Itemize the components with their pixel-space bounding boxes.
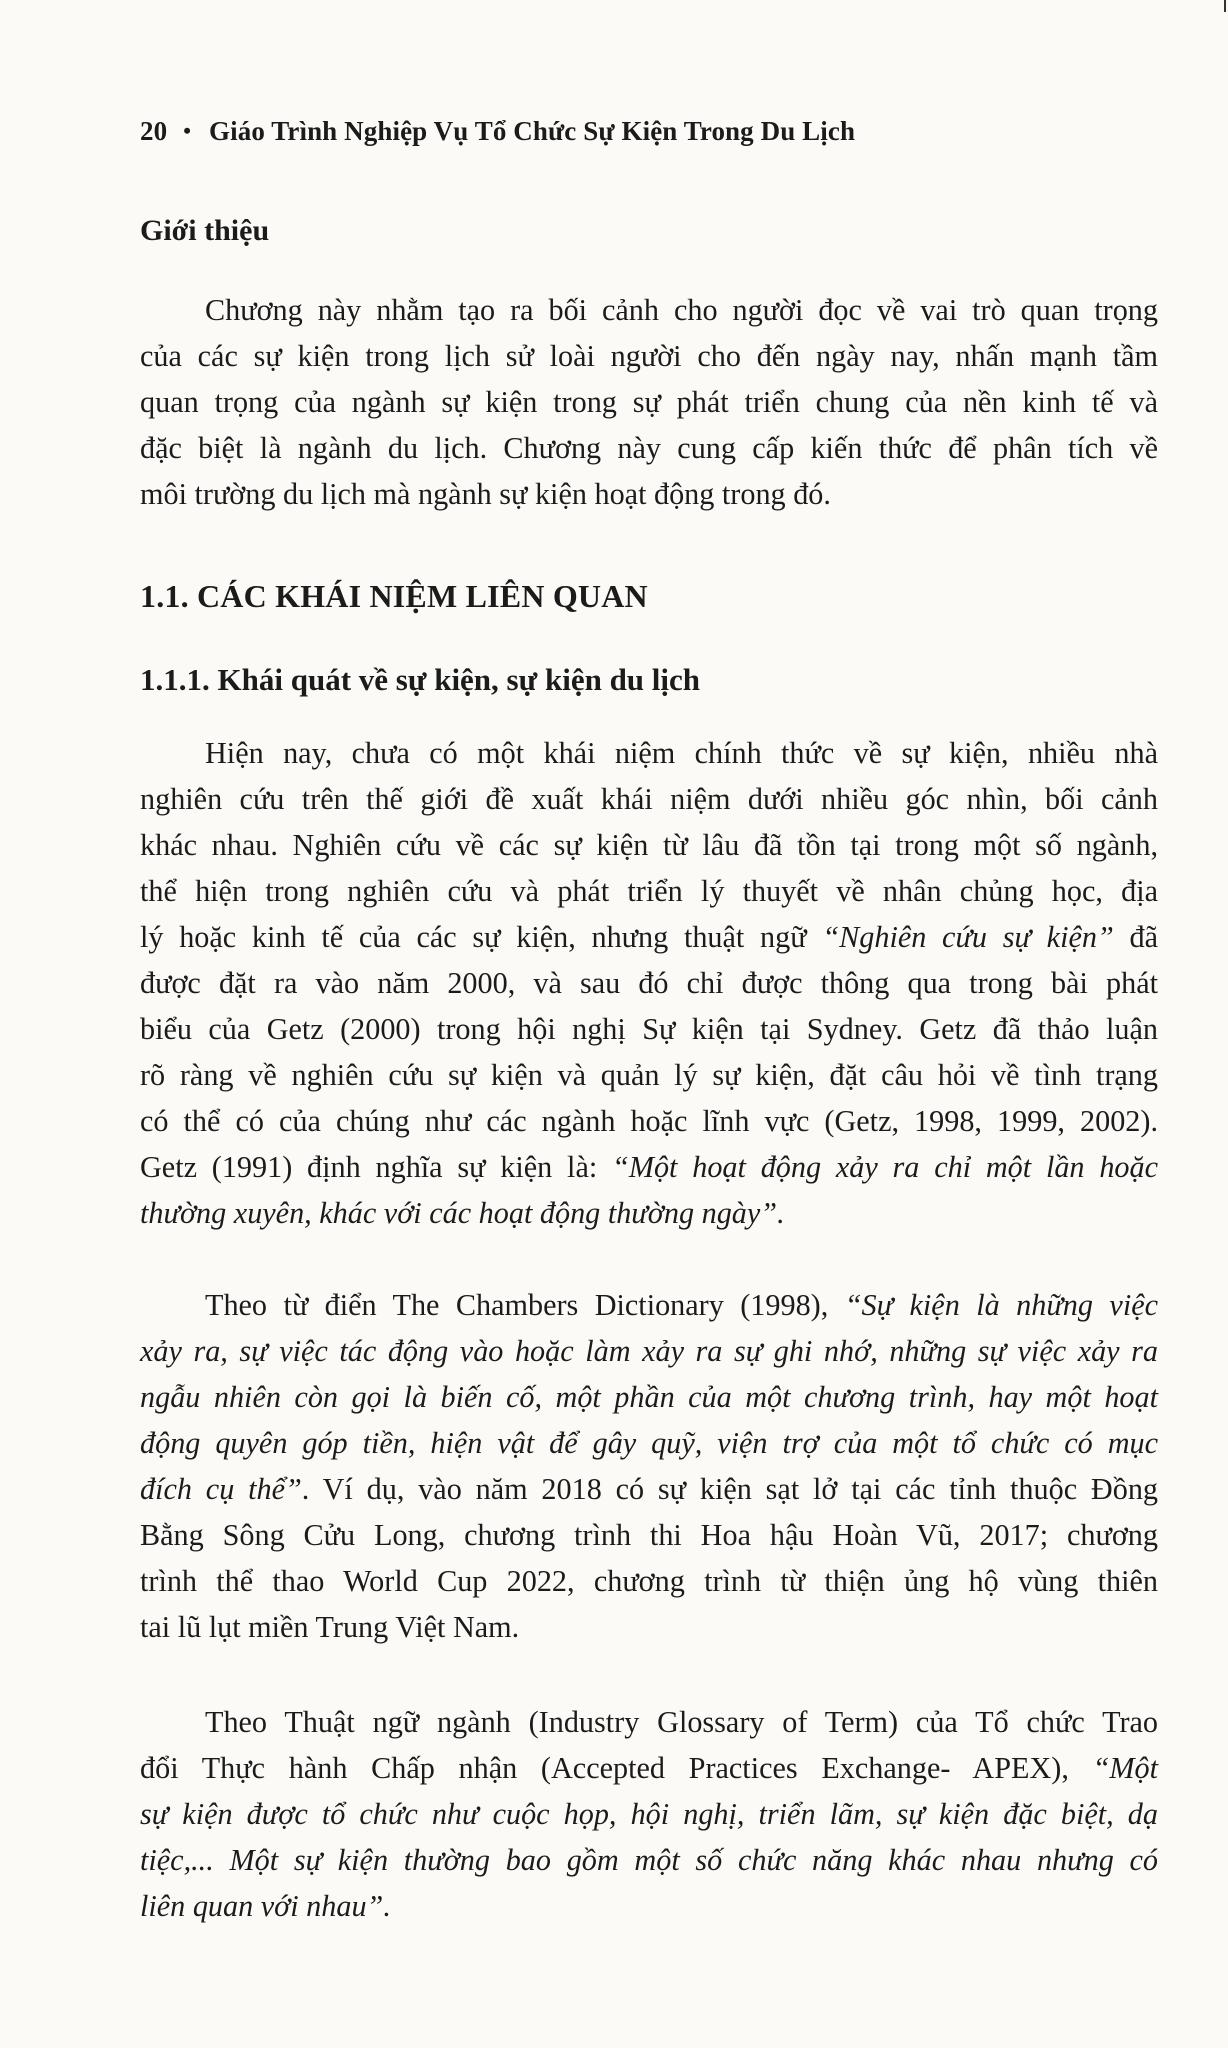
text-run: . Ví dụ, vào năm 2018 có sự kiện sạt lở tại các tỉnh thuộc Đồng <box>301 1472 1159 1506</box>
paragraph-line: Bằng Sông Cửu Long, chương trình thi Hoa hậu Hoàn Vũ, 2017; chương <box>140 1518 1158 1552</box>
paragraph-line <box>140 1282 1158 1328</box>
text-run: lý hoặc kinh tế của các sự kiện, nhưng thuật ngữ <box>140 920 823 954</box>
paragraph-line <box>140 1420 1158 1466</box>
italic-quote: liên quan với nhau”. <box>140 1889 391 1923</box>
paragraph-line <box>140 1328 1158 1374</box>
paragraph-line: Theo Thuật ngữ ngành (Industry Glossary of Term) của Tổ chức Trao <box>205 1705 1158 1739</box>
text-run: đã <box>1113 920 1158 954</box>
paragraph-line <box>140 1374 1158 1420</box>
italic-quote: ngẫu nhiên còn gọi là biến cố, một phần của một chương trình, hay một hoạt <box>140 1380 1158 1414</box>
paragraph-line <box>140 1791 1158 1837</box>
page-edge-mark <box>1224 0 1226 12</box>
paragraph-line: quan trọng của ngành sự kiện trong sự phát triển chung của nền kinh tế và <box>140 385 1158 419</box>
paragraph-line: trình thể thao World Cup 2022, chương trình từ thiện ủng hộ vùng thiên <box>140 1564 1158 1598</box>
paragraph-line: có thể có của chúng như các ngành hoặc lĩnh vực (Getz, 1998, 1999, 2002). <box>140 1104 1158 1138</box>
italic-term: “Nghiên cứu sự kiện” <box>822 920 1114 954</box>
text-run: đổi Thực hành Chấp nhận (Accepted Practices Exchange- APEX), <box>140 1751 1093 1785</box>
paragraph-line: biểu của Getz (2000) trong hội nghị Sự kiện tại Sydney. Getz đã thảo luận <box>140 1012 1158 1046</box>
definition-paragraph-1 <box>140 730 1158 1236</box>
book-title: Giáo Trình Nghiệp Vụ Tổ Chức Sự Kiện Trong Du Lịch <box>209 116 856 146</box>
running-head-bullet: • <box>183 118 192 143</box>
paragraph-line: của các sự kiện trong lịch sử loài người cho đến ngày nay, nhấn mạnh tầm <box>140 339 1158 373</box>
definition-paragraph-2 <box>140 1282 1158 1650</box>
paragraph-line: tai lũ lụt miền Trung Việt Nam. <box>140 1610 520 1644</box>
italic-quote: xảy ra, sự việc tác động vào hoặc làm xảy ra sự ghi nhớ, những sự việc xảy ra <box>140 1334 1158 1368</box>
paragraph-line: Chương này nhằm tạo ra bối cảnh cho người đọc về vai trò quan trọng <box>205 293 1158 327</box>
paragraph-line <box>140 1883 1158 1929</box>
paragraph-line <box>140 1837 1158 1883</box>
running-head <box>140 116 855 147</box>
intro-heading: Giới thiệu <box>140 214 270 247</box>
paragraph-line <box>140 1745 1158 1791</box>
paragraph-line: đặc biệt là ngành du lịch. Chương này cung cấp kiến thức để phân tích về <box>140 431 1158 465</box>
italic-quote: “Một <box>1092 1751 1158 1785</box>
italic-quote: “Một hoạt động xảy ra chỉ một lần hoặc <box>612 1150 1158 1184</box>
paragraph-line: Hiện nay, chưa có một khái niệm chính thức về sự kiện, nhiều nhà <box>205 736 1158 770</box>
italic-quote: đích cụ thể” <box>140 1472 302 1506</box>
paragraph-line: được đặt ra vào năm 2000, và sau đó chỉ được thông qua trong bài phát <box>140 966 1158 1000</box>
paragraph-line: môi trường du lịch mà ngành sự kiện hoạt động trong đó. <box>140 477 831 511</box>
subsection-heading: 1.1.1. Khái quát về sự kiện, sự kiện du lịch <box>140 662 701 697</box>
paragraph-line <box>140 914 1158 960</box>
text-run: Theo từ điển The Chambers Dictionary (1998), <box>205 1288 845 1322</box>
paragraph-line: khác nhau. Nghiên cứu về các sự kiện từ lâu đã tồn tại trong một số ngành, <box>140 828 1158 862</box>
paragraph-line <box>140 1144 1158 1190</box>
italic-quote: tiệc,... Một sự kiện thường bao gồm một số chức năng khác nhau nhưng có <box>140 1843 1158 1877</box>
italic-quote: sự kiện được tổ chức như cuộc họp, hội nghị, triển lãm, sự kiện đặc biệt, dạ <box>140 1797 1158 1831</box>
definition-paragraph-3 <box>140 1699 1158 1929</box>
paragraph-line: thể hiện trong nghiên cứu và phát triển lý thuyết về nhân chủng học, địa <box>140 874 1158 908</box>
paragraph-line: nghiên cứu trên thế giới đề xuất khái niệm dưới nhiều góc nhìn, bối cảnh <box>140 782 1158 816</box>
italic-quote: động quyên góp tiền, hiện vật để gây quỹ, viện trợ của một tổ chức có mục <box>140 1426 1158 1460</box>
paragraph-line <box>140 1190 1158 1236</box>
section-heading: 1.1. CÁC KHÁI NIỆM LIÊN QUAN <box>140 578 648 614</box>
paragraph-line: rõ ràng về nghiên cứu sự kiện và quản lý sự kiện, đặt câu hỏi về tình trạng <box>140 1058 1158 1092</box>
text-run: Getz (1991) định nghĩa sự kiện là: <box>140 1150 613 1184</box>
italic-quote: thường xuyên, khác với các hoạt động thường ngày”. <box>140 1196 785 1230</box>
italic-quote: “Sự kiện là những việc <box>844 1288 1158 1322</box>
page-number: 20 <box>140 116 168 146</box>
intro-paragraph <box>140 287 1158 517</box>
paragraph-line <box>140 1466 1158 1512</box>
